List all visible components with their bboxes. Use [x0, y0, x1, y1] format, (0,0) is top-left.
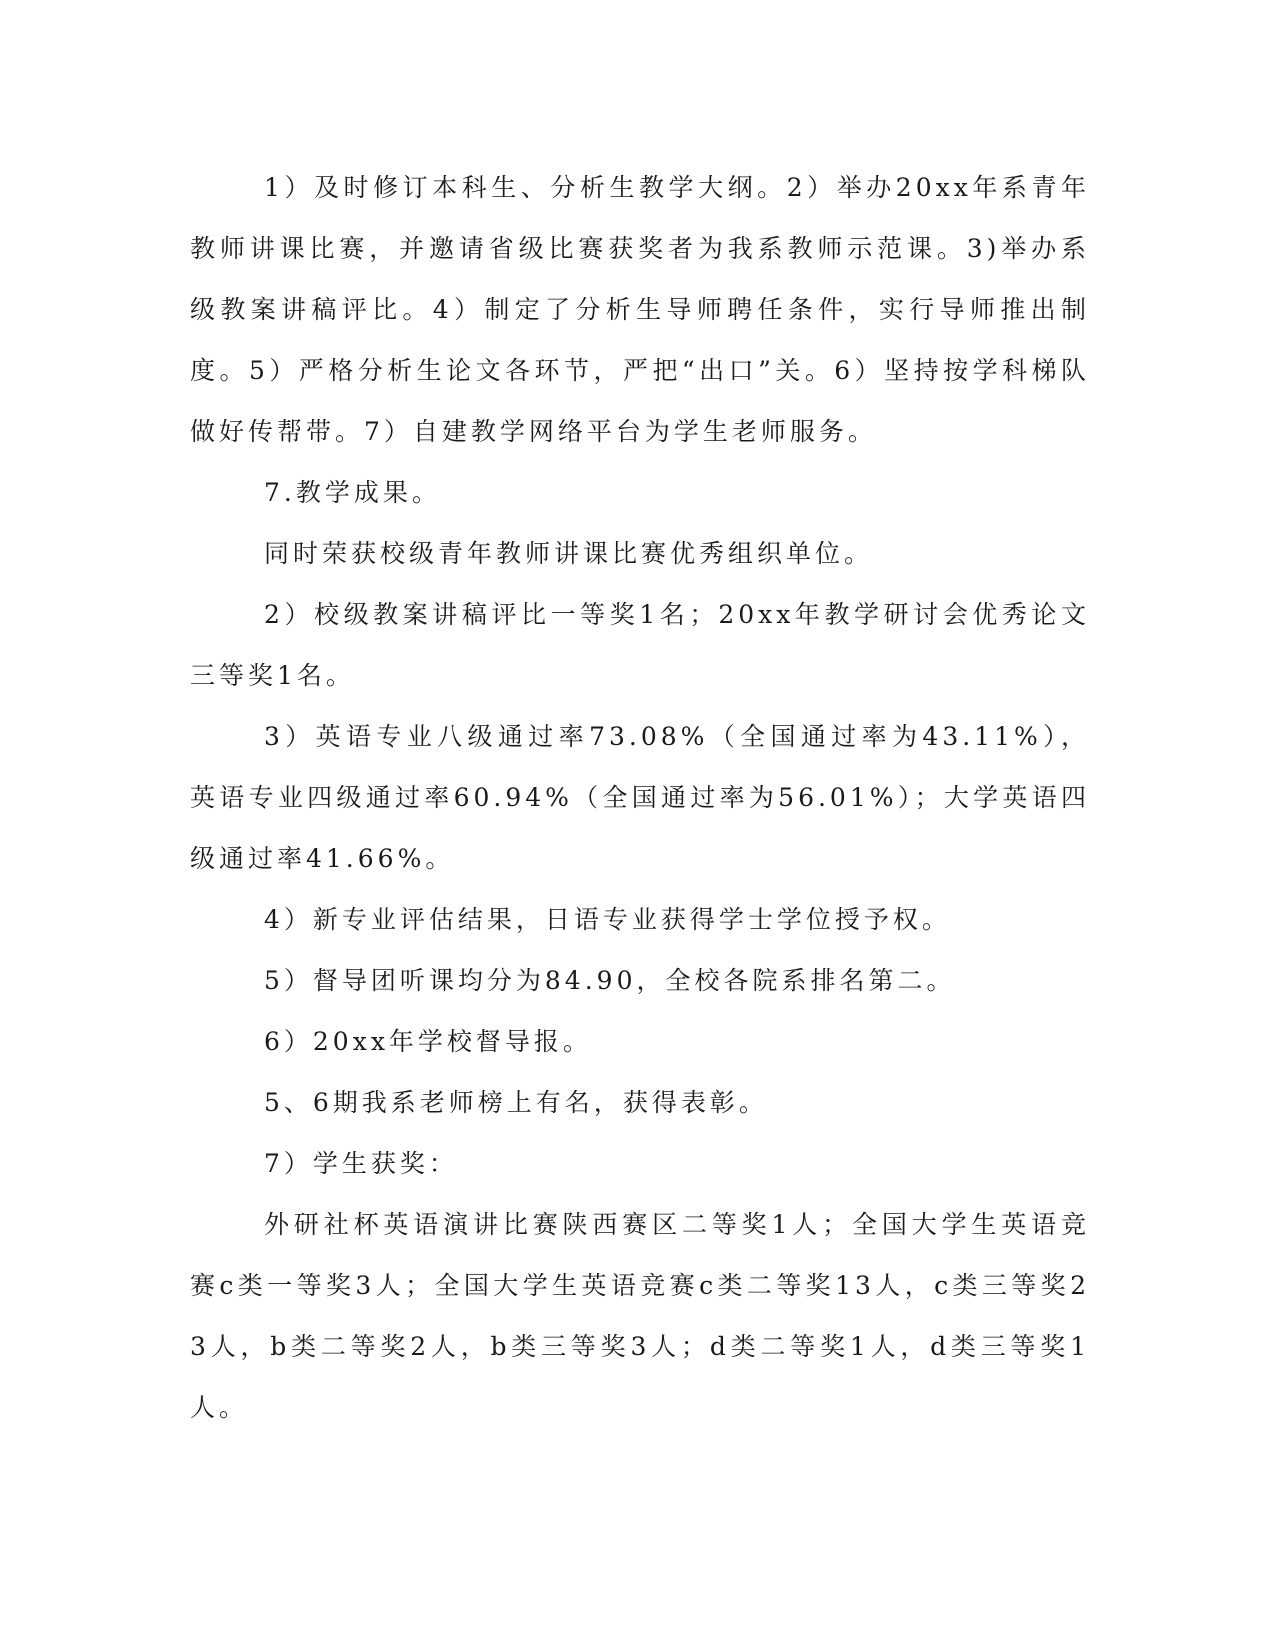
paragraph-organization-award: 同时荣获校级青年教师讲课比赛优秀组织单位。 — [264, 539, 874, 568]
paragraph-supervision-report: 6）20xx年学校督导报。 — [264, 1027, 592, 1056]
paragraph-supervision-score: 5）督导团听课均分为84.90，全校各院系排名第二。 — [264, 966, 956, 995]
paragraph-exam-pass-rates: 3）英语专业八级通过率73.08%（全国通过率为43.11%），英语专业四级通过率60.94%（全国通过率为56.01%）；大学英语四级通过率41.66%。 — [190, 722, 1090, 873]
paragraph-teacher-commendation: 5、6期我系老师榜上有名，获得表彰。 — [264, 1088, 768, 1117]
paragraph-student-awards-heading: 7）学生获奖： — [264, 1149, 458, 1178]
paragraph-heading-teaching-results: 7.教学成果。 — [264, 478, 441, 507]
paragraph-new-major-evaluation: 4）新专业评估结果，日语专业获得学士学位授予权。 — [264, 905, 951, 934]
paragraph-lesson-plan-award: 2）校级教案讲稿评比一等奖1名；20xx年教学研讨会优秀论文三等奖1名。 — [190, 600, 1090, 690]
paragraph-student-awards-list: 外研社杯英语演讲比赛陕西赛区二等奖1人；全国大学生英语竞赛c类一等奖3人；全国大学生英语竞赛c类二等奖13人，c类三等奖23人，b类二等奖2人，b类三等奖3人；d类二等奖1人，d类三等奖1人。 — [190, 1210, 1090, 1422]
paragraph-teaching-measures: 1）及时修订本科生、分析生教学大纲。2）举办20xx年系青年教师讲课比赛，并邀请省级比赛获奖者为我系教师示范课。3)举办系级教案讲稿评比。4）制定了分析生导师聘任条件，实行导师推出制度。5）严格分析生论文各环节，严把“出口”关。6）坚持按学科梯队做好传帮带。7）自建教学网络平台为学生老师服务。 — [190, 173, 1090, 446]
document-body — [190, 157, 1090, 1438]
